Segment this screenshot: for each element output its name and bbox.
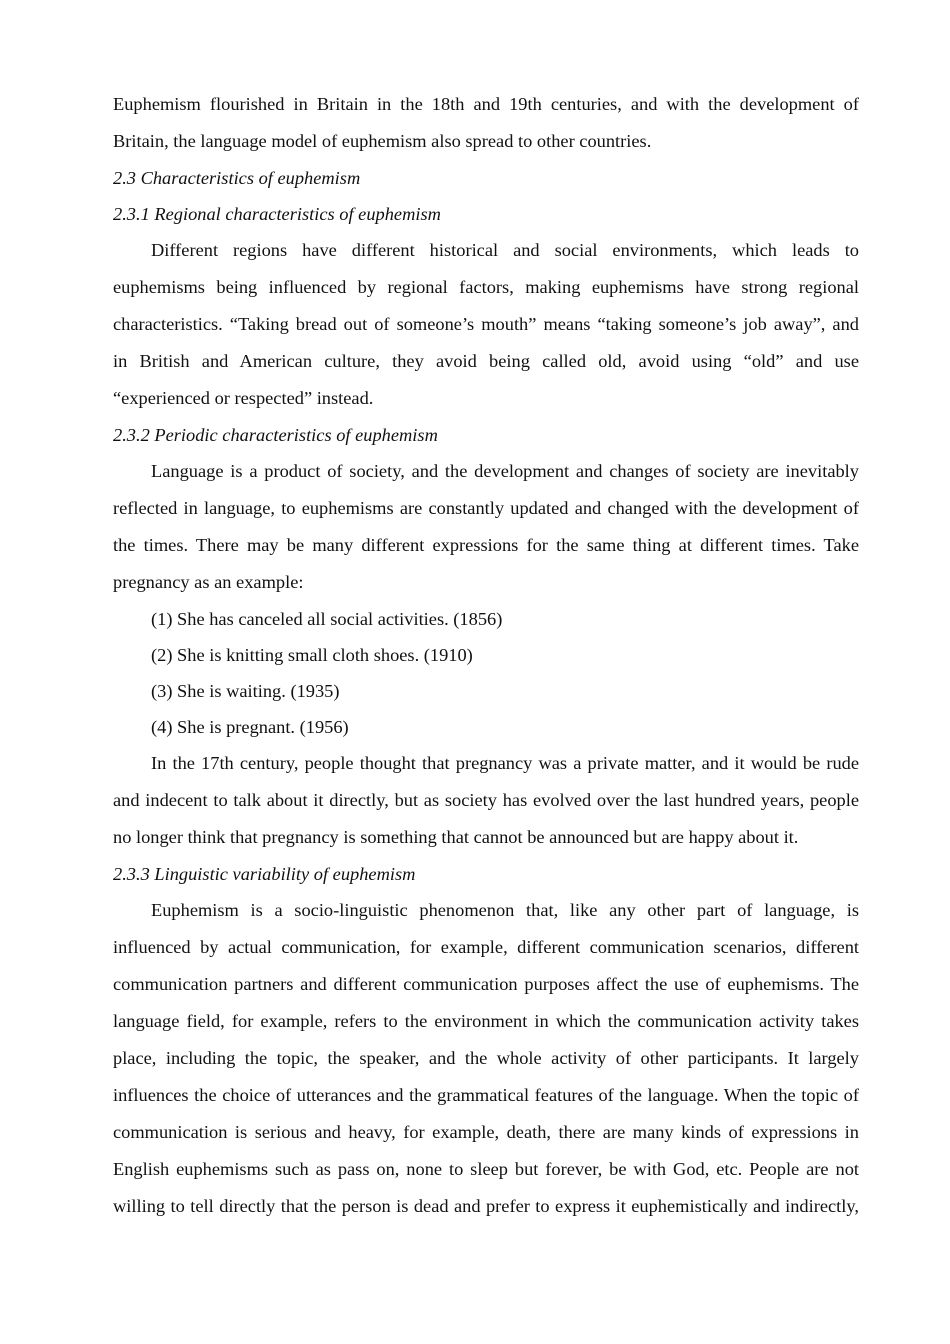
text-line: language field, for example, refers to the environment in which the communication activity takes	[113, 1011, 859, 1031]
pregnancy-paragraph	[113, 745, 859, 856]
list-item: (2) She is knitting small cloth shoes. (1910)	[151, 645, 473, 665]
subsection-heading: 2.3.2 Periodic characteristics of euphemism	[113, 425, 438, 445]
text-line: communication partners and different communication purposes affect the use of euphemisms. The	[113, 974, 859, 994]
subsection-heading: 2.3.3 Linguistic variability of euphemism	[113, 864, 416, 884]
example-list	[113, 601, 859, 745]
subsection-heading: 2.3.1 Regional characteristics of euphemism	[113, 204, 441, 224]
text-line: English euphemisms such as pass on, none to sleep but forever, be with God, etc. People are not	[113, 1159, 859, 1179]
text-line: Language is a product of society, and the development and changes of society are inevitably	[151, 461, 859, 481]
text-line: reflected in language, to euphemisms are constantly updated and changed with the development of	[113, 498, 859, 518]
text-line: euphemisms being influenced by regional factors, making euphemisms have strong regional	[113, 277, 859, 297]
list-item: (1) She has canceled all social activities. (1856)	[151, 609, 503, 629]
text-line: and indecent to talk about it directly, but as society has evolved over the last hundred years, people	[113, 790, 859, 810]
text-line: the times. There may be many different expressions for the same thing at different times. Take	[113, 535, 859, 555]
document-page	[113, 86, 859, 1225]
section-heading: 2.3 Characteristics of euphemism	[113, 168, 361, 188]
text-line: no longer think that pregnancy is something that cannot be announced but are happy about it.	[113, 827, 799, 847]
list-item: (3) She is waiting. (1935)	[151, 681, 340, 701]
intro-paragraph	[113, 86, 859, 160]
text-line: Different regions have different historical and social environments, which leads to	[151, 240, 859, 260]
text-line: “experienced or respected” instead.	[113, 388, 374, 408]
text-line: In the 17th century, people thought that pregnancy was a private matter, and it would be rude	[151, 753, 859, 773]
text-line: communication is serious and heavy, for example, death, there are many kinds of expressions in	[113, 1122, 859, 1142]
text-line: influences the choice of utterances and the grammatical features of the language. When the topic of	[113, 1085, 859, 1105]
text-line: characteristics. “Taking bread out of someone’s mouth” means “taking someone’s job away”, and	[113, 314, 859, 334]
variability-paragraph	[113, 892, 859, 1225]
text-line: Britain, the language model of euphemism also spread to other countries.	[113, 131, 652, 151]
text-line: pregnancy as an example:	[113, 572, 304, 592]
periodic-paragraph	[113, 453, 859, 601]
text-line: willing to tell directly that the person is dead and prefer to express it euphemistically and indirectly,	[113, 1196, 859, 1216]
regional-paragraph	[113, 232, 859, 417]
text-line: Euphemism is a socio-linguistic phenomenon that, like any other part of language, is	[151, 900, 859, 920]
text-line: influenced by actual communication, for example, different communication scenarios, different	[113, 937, 859, 957]
text-line: Euphemism flourished in Britain in the 18th and 19th centuries, and with the development of	[113, 94, 859, 114]
text-line: place, including the topic, the speaker, and the whole activity of other participants. It largely	[113, 1048, 859, 1068]
text-line: in British and American culture, they avoid being called old, avoid using “old” and use	[113, 351, 859, 371]
list-item: (4) She is pregnant. (1956)	[151, 717, 349, 737]
